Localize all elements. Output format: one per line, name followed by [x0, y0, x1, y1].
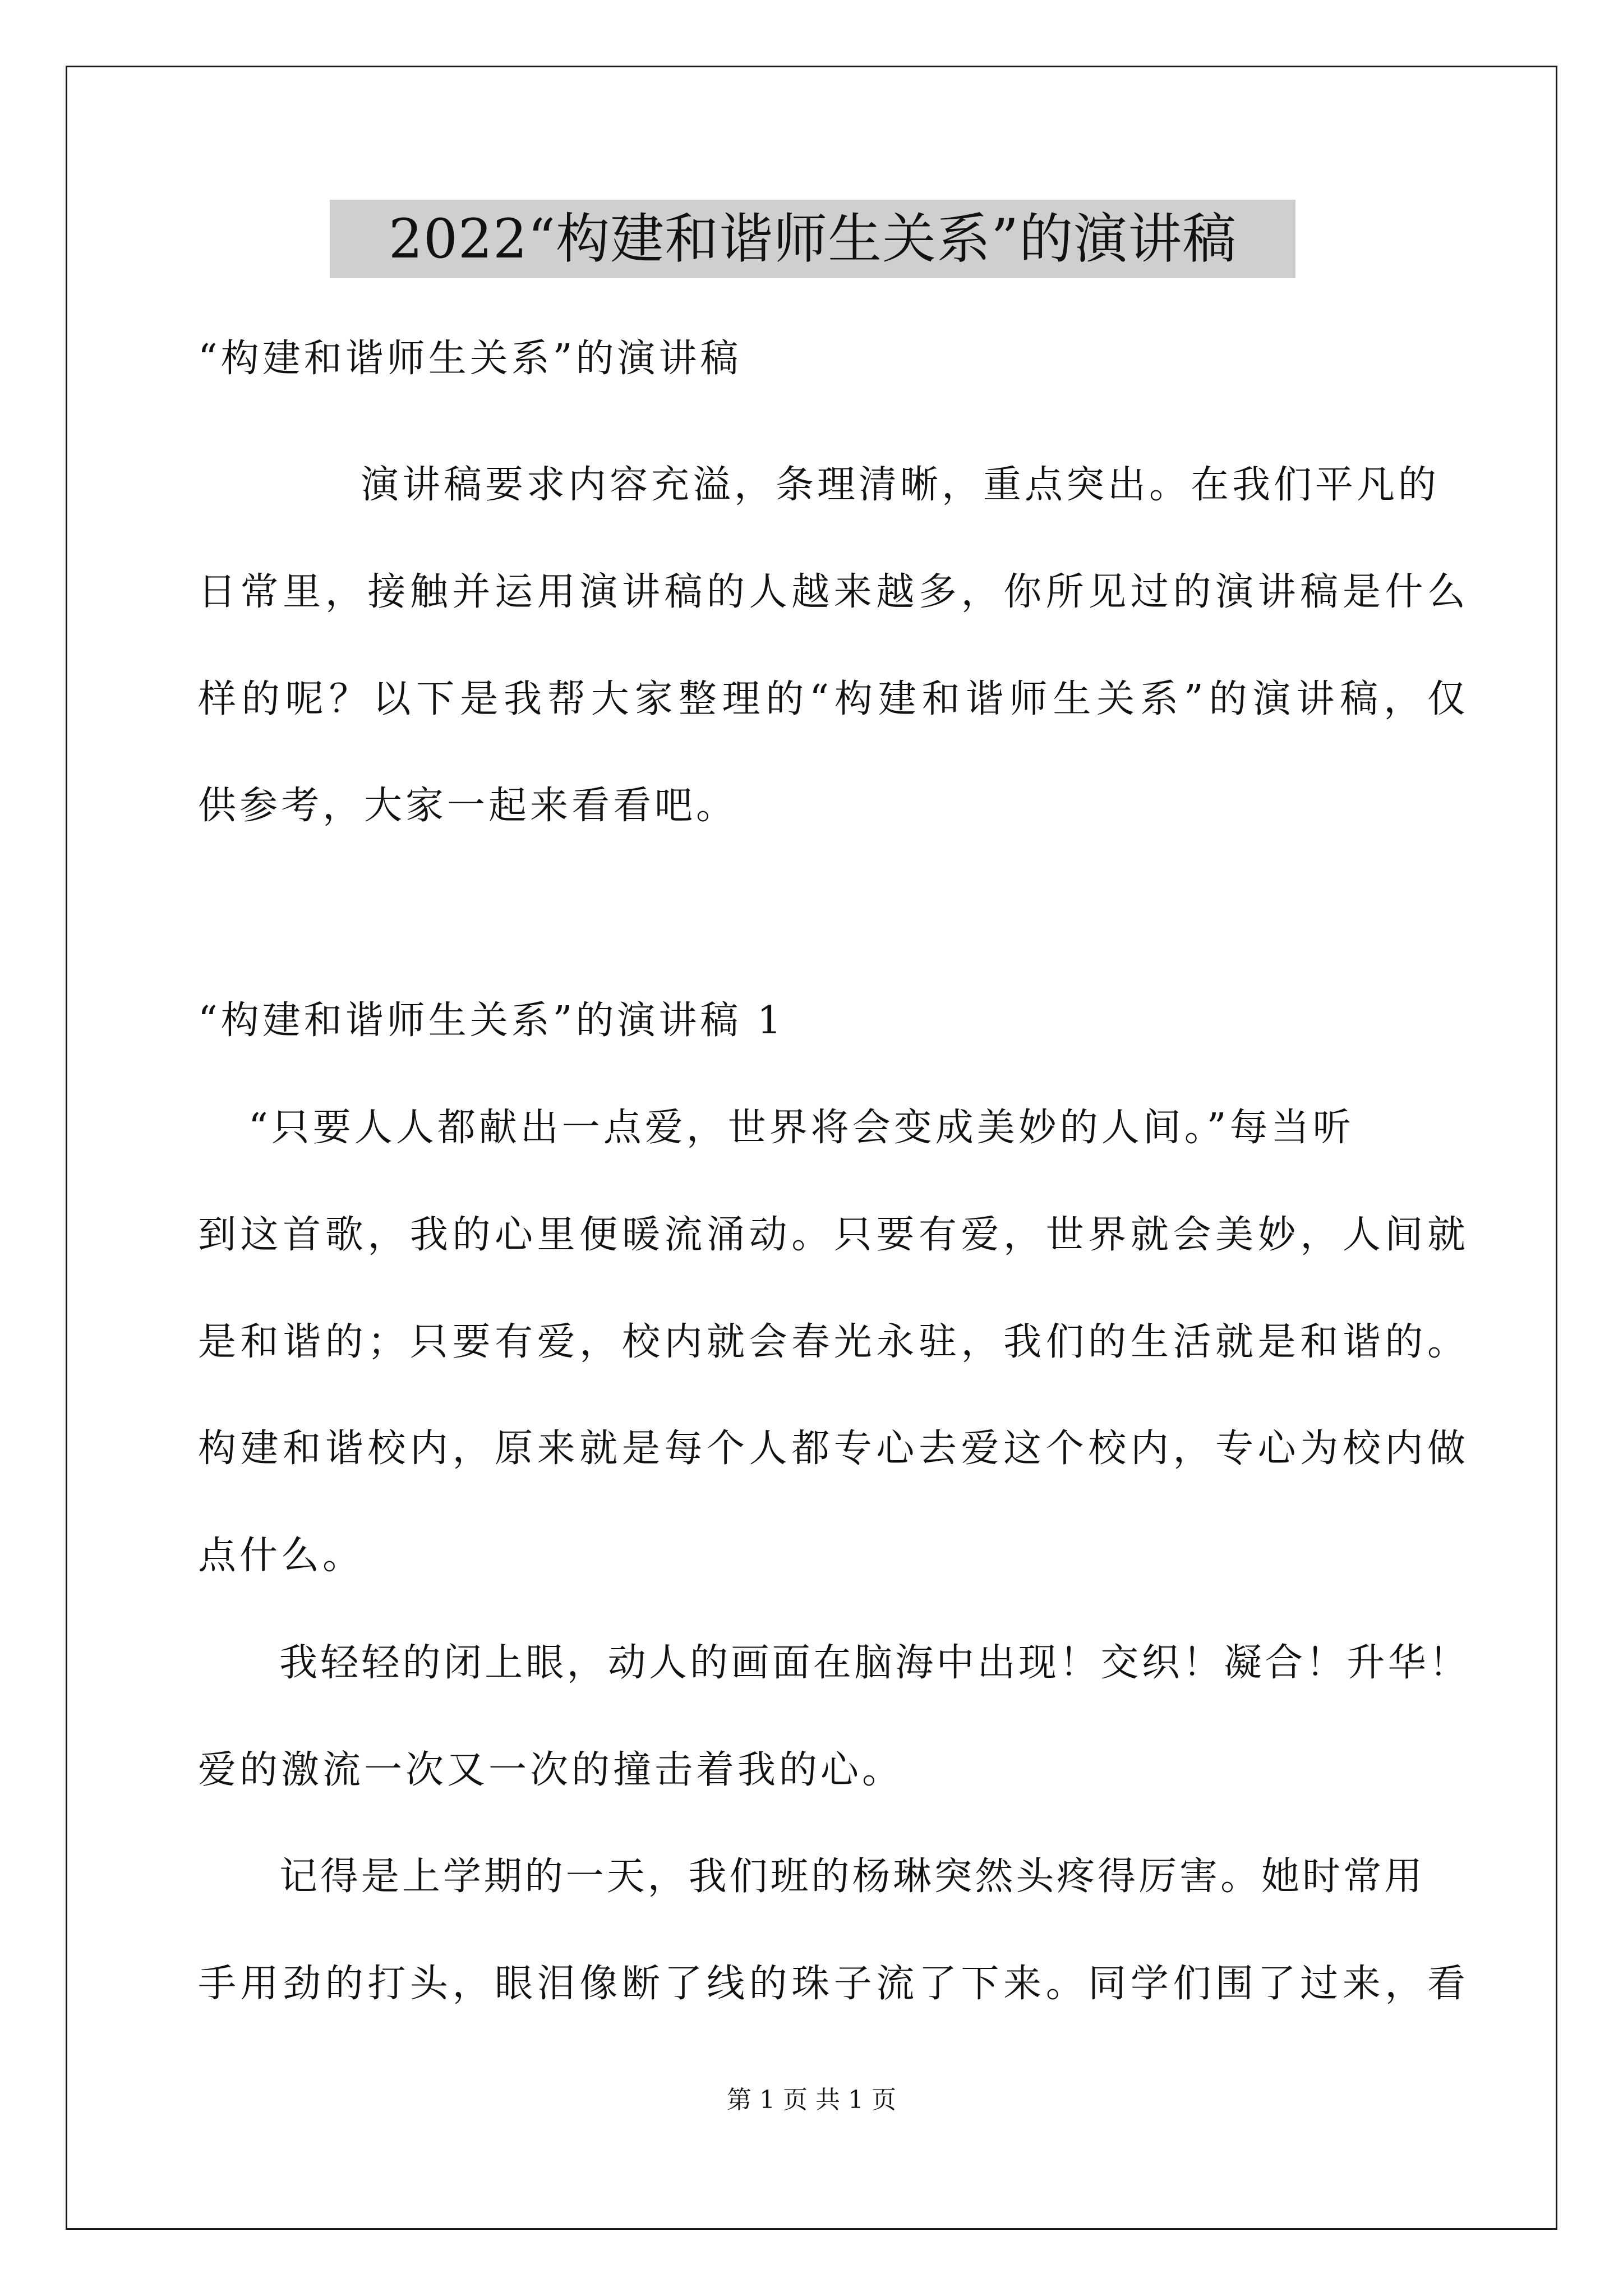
document-title: 2022“构建和谐师生关系”的演讲稿: [330, 200, 1295, 278]
document-subtitle: “构建和谐师生关系”的演讲稿: [198, 337, 742, 381]
intro-line: 日常里，接触并运用演讲稿的人越来越多，你所见过的演讲稿是什么: [198, 570, 1465, 614]
paragraph-line: “只要人人都献出一点爱，世界将会变成美妙的人间。”每当听: [248, 1106, 1354, 1150]
paragraph-line: 爱的激流一次又一次的撞击着我的心。: [198, 1748, 904, 1792]
paragraph-line: 是和谐的；只要有爱，校内就会春光永驻，我们的生活就是和谐的。: [198, 1320, 1465, 1364]
section-heading: “构建和谐师生关系”的演讲稿 1: [198, 999, 785, 1043]
intro-line: 供参考，大家一起来看看吧。: [198, 784, 738, 828]
intro-line: 演讲稿要求内容充溢，条理清晰，重点突出。在我们平凡的: [361, 463, 1440, 507]
paragraph-line: 记得是上学期的一天，我们班的杨琳突然头疼得厉害。她时常用: [279, 1855, 1422, 1899]
page-footer: 第 1 页 共 1 页: [727, 2086, 896, 2114]
paragraph-line: 构建和谐校内，原来就是每个人都专心去爱这个校内，专心为校内做: [198, 1427, 1465, 1471]
paragraph-line: 点什么。: [198, 1534, 365, 1578]
intro-line: 样的呢？以下是我帮大家整理的“构建和谐师生关系”的演讲稿，仅: [198, 677, 1465, 721]
paragraph-line: 手用劲的打头，眼泪像断了线的珠子流了下来。同学们围了过来，看: [198, 1962, 1465, 2006]
paragraph-line: 到这首歌，我的心里便暖流涌动。只要有爱，世界就会美妙，人间就: [198, 1213, 1465, 1257]
paragraph-line: 我轻轻的闭上眼，动人的画面在脑海中出现！交织！凝合！升华！: [279, 1641, 1467, 1685]
